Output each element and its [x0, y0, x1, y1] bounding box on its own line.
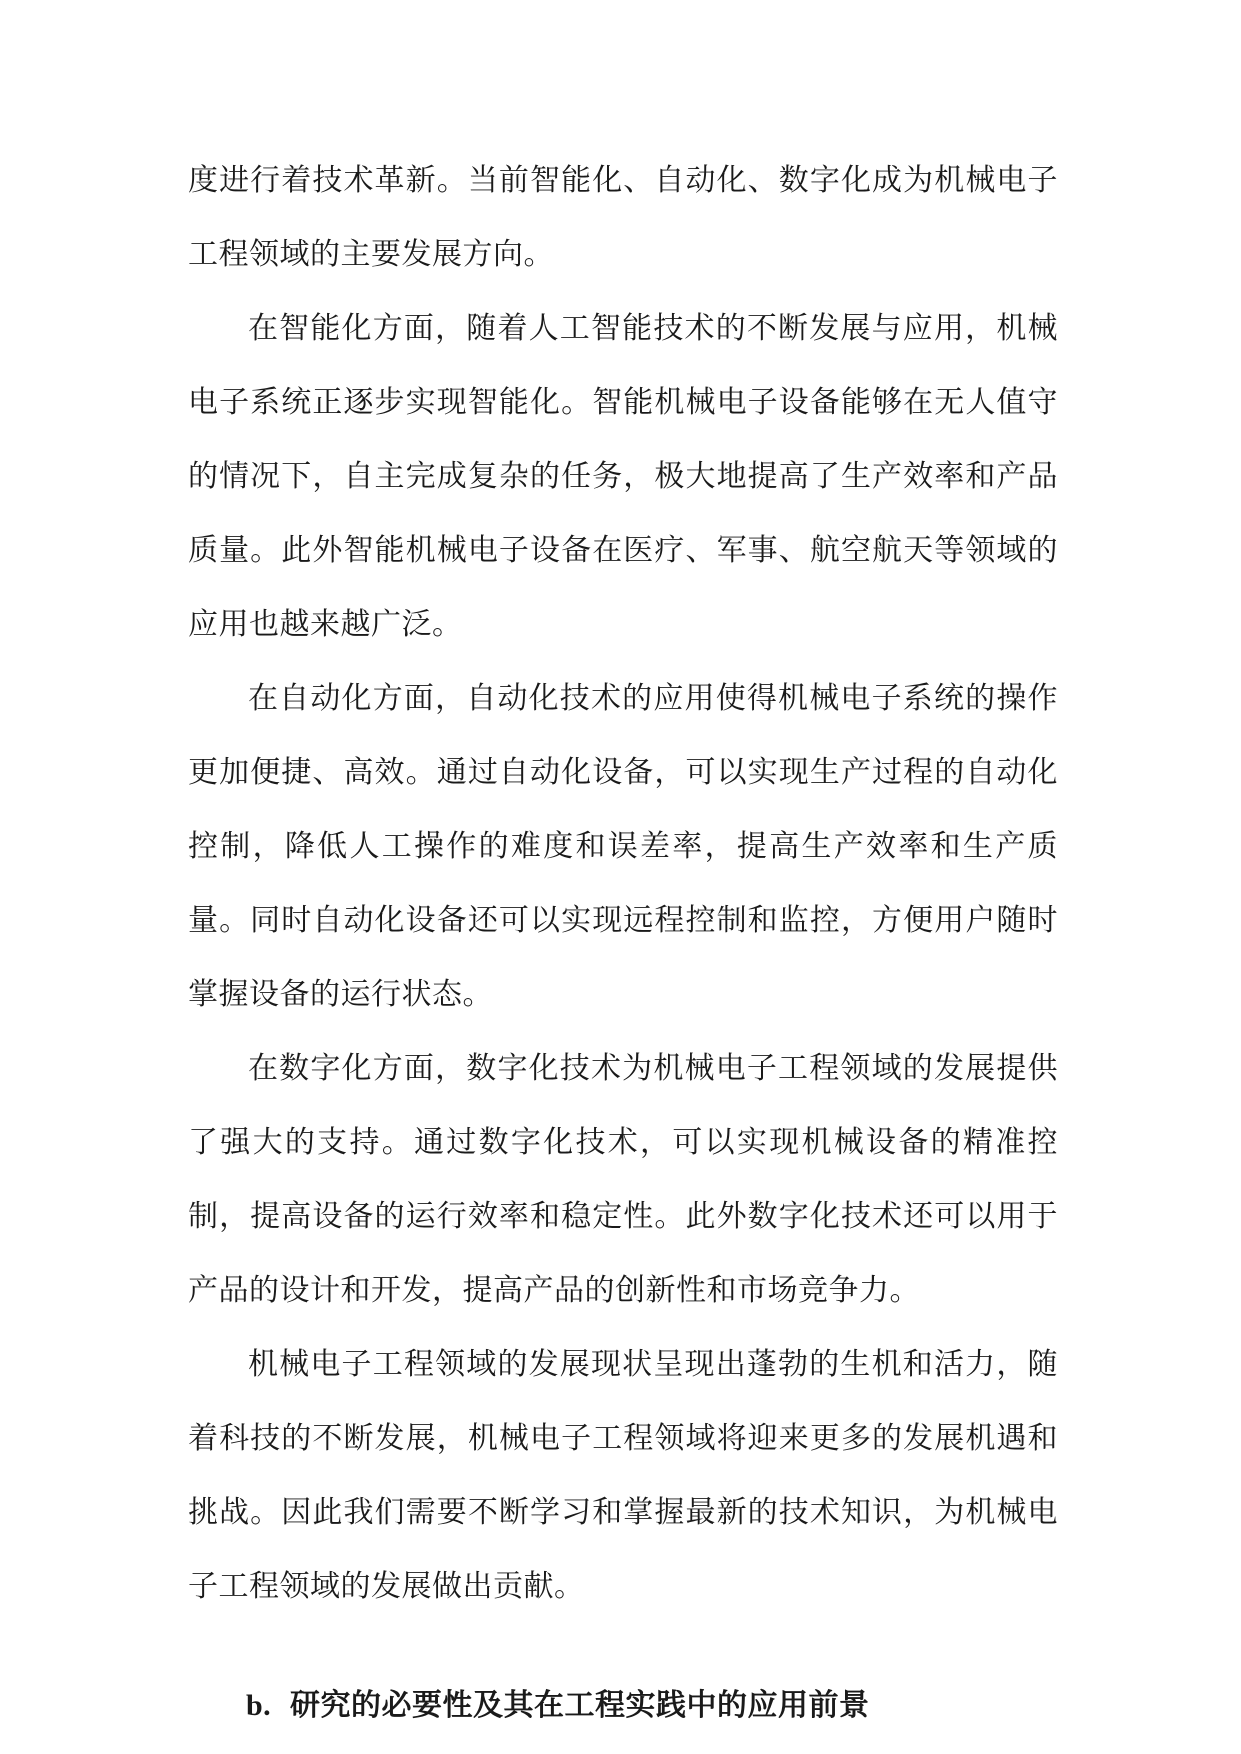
paragraph-summary: 机械电子工程领域的发展现状呈现出蓬勃的生机和活力，随着科技的不断发展，机械电子工程领域将迎来更多的发展机遇和挑战。因此我们需要不断学习和掌握最新的技术知识，为机械电子工程领域的发展做出贡献。: [188, 1347, 1058, 1604]
paragraph-intelligence: 在智能化方面，随着人工智能技术的不断发展与应用，机械电子系统正逐步实现智能化。智能机械电子设备能够在无人值守的情况下，自主完成复杂的任务，极大地提高了生产效率和产品质量。此外智能机械电子设备在医疗、军事、航空航天等领域的应用也越来越广泛。: [188, 311, 1058, 642]
paragraph-digitalization: 在数字化方面，数字化技术为机械电子工程领域的发展提供了强大的支持。通过数字化技术，可以实现机械设备的精准控制，提高设备的运行效率和稳定性。此外数字化技术还可以用于产品的设计和开发，提高产品的创新性和市场竞争力。: [188, 1051, 1058, 1308]
section-heading-text: 研究的必要性及其在工程实践中的应用前景: [290, 1688, 870, 1723]
section-heading: [188, 1676, 1058, 1736]
paragraph-automation: 在自动化方面，自动化技术的应用使得机械电子系统的操作更加便捷、高效。通过自动化设备，可以实现生产过程的自动化控制，降低人工操作的难度和误差率，提高生产效率和生产质量。同时自动化设备还可以实现远程控制和监控，方便用户随时掌握设备的运行状态。: [188, 681, 1058, 1012]
paragraph-continuation: 度进行着技术革新。当前智能化、自动化、数字化成为机械电子工程领域的主要发展方向。: [188, 163, 1058, 272]
document-body: [188, 144, 1058, 1736]
section-heading-label: b.: [246, 1689, 272, 1722]
